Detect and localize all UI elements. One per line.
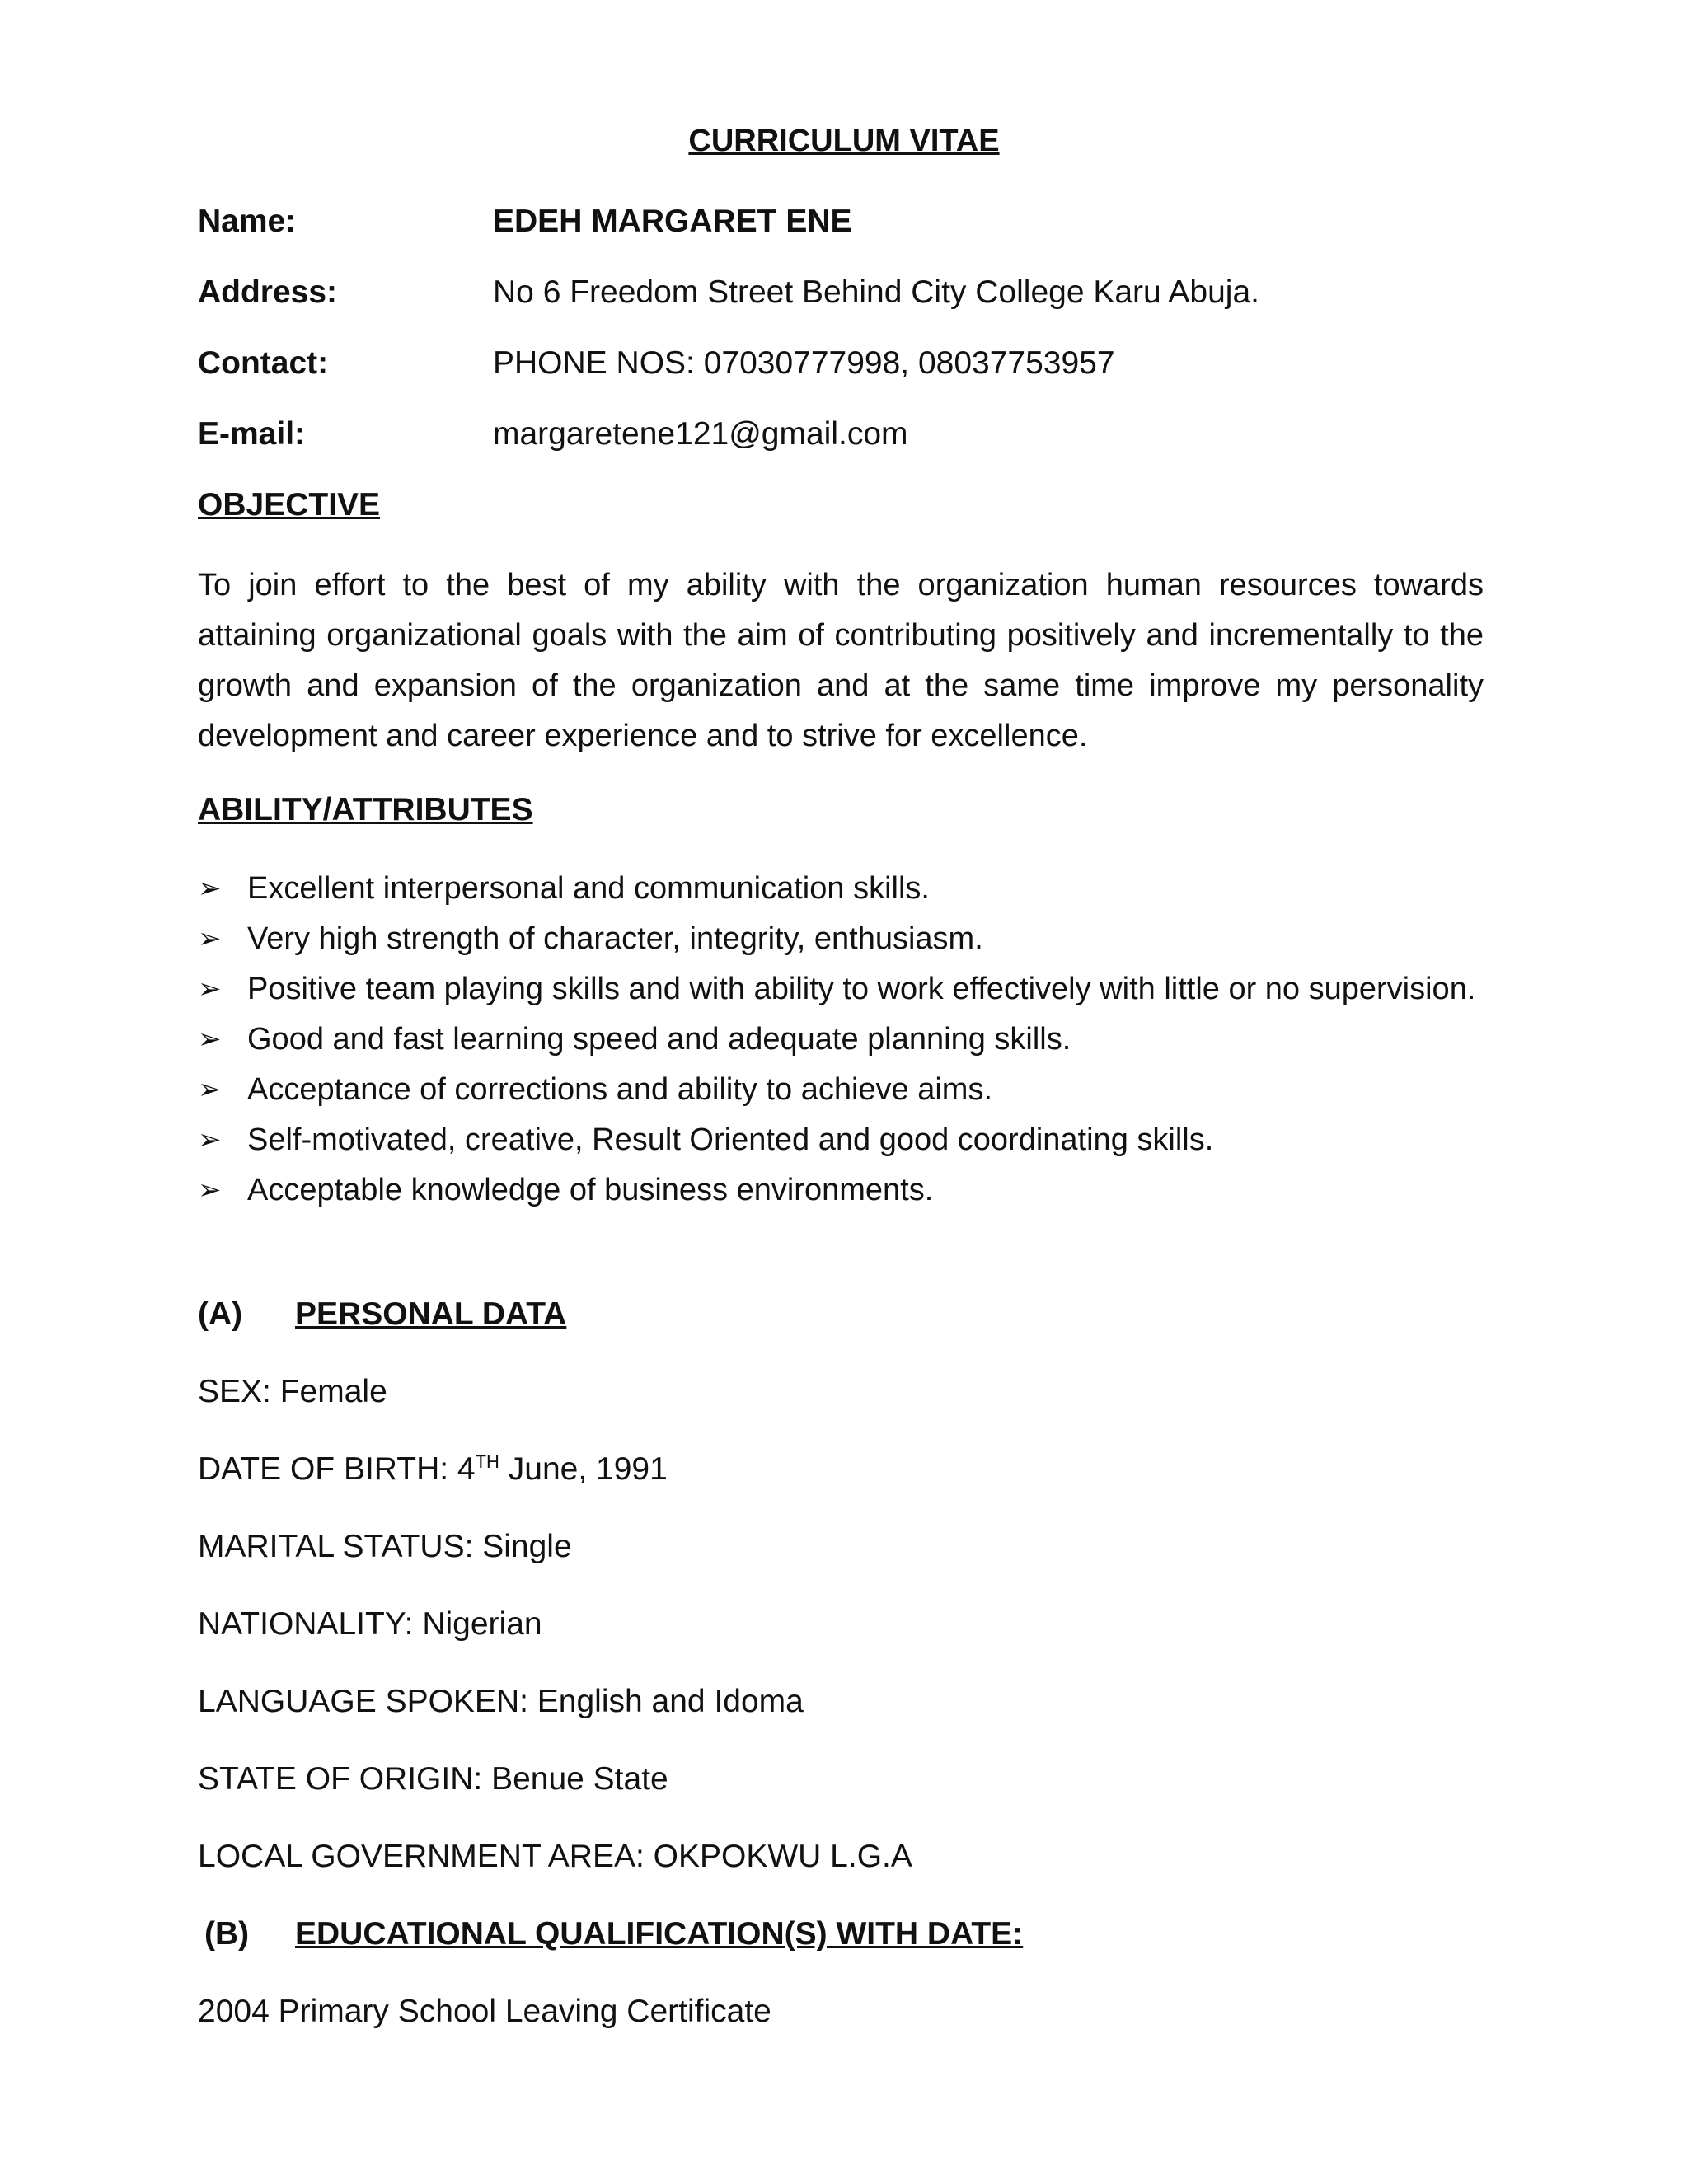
section-title: PERSONAL DATA xyxy=(295,1296,567,1332)
arrow-bullet-icon: ➢ xyxy=(198,923,222,954)
sex-line: SEX: Female xyxy=(198,1374,387,1409)
email-label: E-mail: xyxy=(198,416,306,452)
list-item: ➢ Good and fast learning speed and adequate planning skills. xyxy=(198,1015,1484,1065)
lga-line: LOCAL GOVERNMENT AREA: OKPOKWU L.G.A xyxy=(198,1839,912,1874)
arrow-bullet-icon: ➢ xyxy=(198,1024,222,1055)
section-title: EDUCATIONAL QUALIFICATION(S) WITH DATE: xyxy=(295,1916,1024,1952)
section-letter: (B) xyxy=(204,1916,250,1952)
arrow-bullet-icon: ➢ xyxy=(198,1074,222,1105)
list-item: ➢ Self-motivated, creative, Result Oriented and good coordinating skills. xyxy=(198,1115,1484,1165)
list-item: ➢ Very high strength of character, integrity, enthusiasm. xyxy=(198,914,1484,964)
nationality-line: NATIONALITY: Nigerian xyxy=(198,1606,542,1642)
section-letter: (A) xyxy=(198,1296,243,1332)
marital-status-line: MARITAL STATUS: Single xyxy=(198,1529,572,1564)
name-value: EDEH MARGARET ENE xyxy=(493,204,852,239)
contact-value: PHONE NOS: 07030777998, 08037753957 xyxy=(493,345,1115,381)
education-heading xyxy=(204,1916,1441,1957)
education-item: 2004 Primary School Leaving Certificate xyxy=(198,1994,771,2029)
arrow-bullet-icon: ➢ xyxy=(198,873,222,904)
abilities-heading: ABILITY/ATTRIBUTES xyxy=(198,792,533,827)
email-value: margaretene121@gmail.com xyxy=(493,416,908,452)
list-item: ➢ Positive team playing skills and with ability to work effectively with little or no supervision. xyxy=(198,964,1484,1015)
language-line: LANGUAGE SPOKEN: English and Idoma xyxy=(198,1684,804,1719)
list-item: ➢ Acceptable knowledge of business environments. xyxy=(198,1165,1484,1216)
state-of-origin-line: STATE OF ORIGIN: Benue State xyxy=(198,1761,668,1797)
arrow-bullet-icon: ➢ xyxy=(198,1174,222,1206)
objective-text: To join effort to the best of my ability with the organization human resources towards attaining organizational goals with the aim of contributing positively and incrementally to the growth and expansion of the organization and at the same time improve my personality development and career experience and to strive for excellence. xyxy=(198,568,1484,753)
document-title: CURRICULUM VITAE xyxy=(688,124,1000,158)
abilities-list xyxy=(198,864,1484,1216)
arrow-bullet-icon: ➢ xyxy=(198,1124,222,1155)
address-value: No 6 Freedom Street Behind City College Karu Abuja. xyxy=(493,274,1260,310)
personal-data-heading xyxy=(198,1296,1352,1338)
list-item: ➢ Acceptance of corrections and ability to achieve aims. xyxy=(198,1065,1484,1115)
objective-heading: OBJECTIVE xyxy=(198,487,381,523)
name-label: Name: xyxy=(198,204,297,239)
dob-line: DATE OF BIRTH: 4TH June, 1991 xyxy=(198,1451,668,1487)
arrow-bullet-icon: ➢ xyxy=(198,973,222,1005)
contact-label: Contact: xyxy=(198,345,329,381)
address-label: Address: xyxy=(198,274,338,310)
list-item: ➢ Excellent interpersonal and communication skills. xyxy=(198,864,1484,914)
